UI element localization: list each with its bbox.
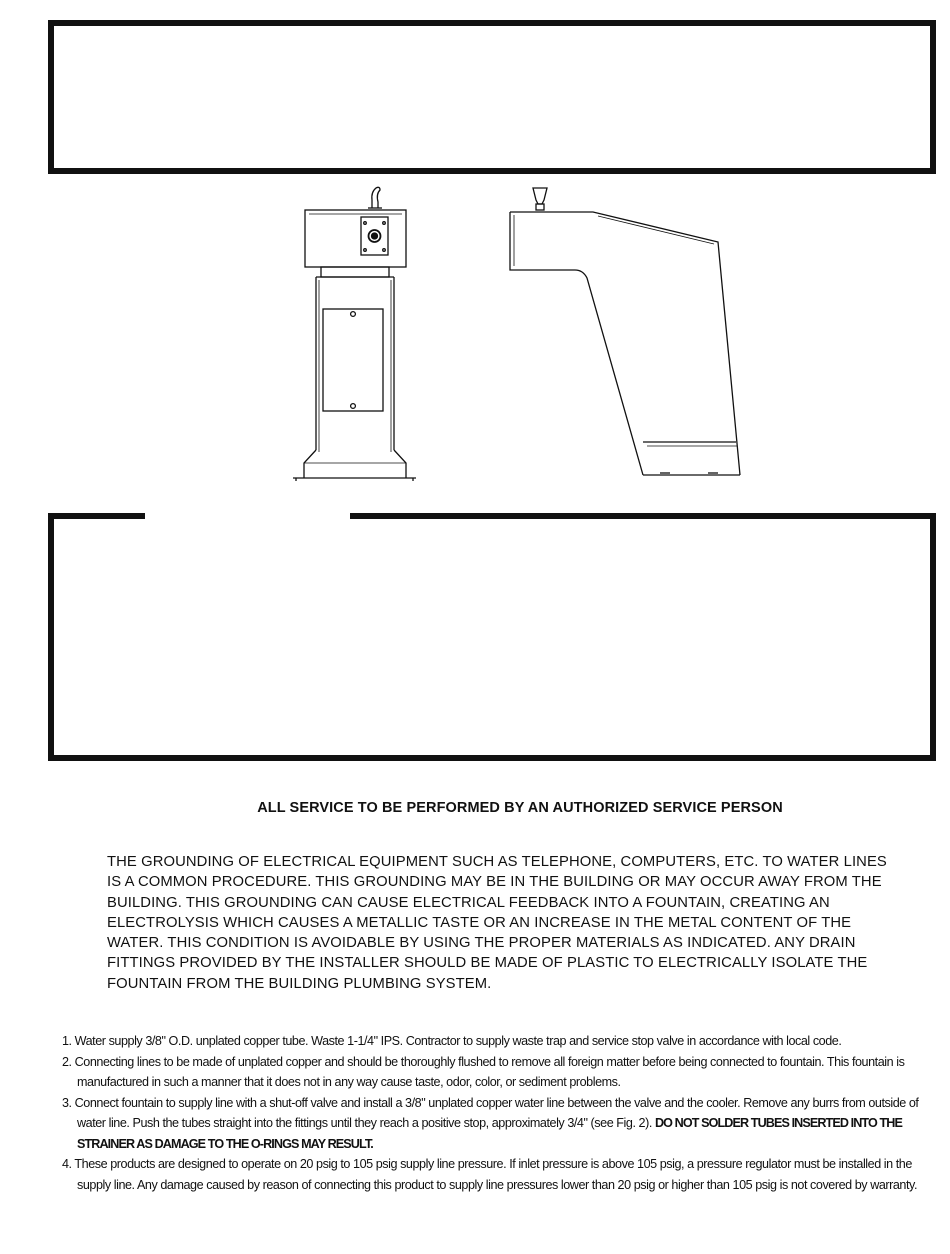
grounding-warning-paragraph: THE GROUNDING OF ELECTRICAL EQUIPMENT SUCH AS TELEPHONE, COMPUTERS, ETC. TO WATER LINES IS A COMMON PROCEDURE. THIS GROUNDING MAY BE IN THE BUILDING OR MAY OCCUR AWAY FROM THE BUILDING. THIS GROUNDING CAN CAUSE ELECTRICAL FEEDBACK INTO A FOUNTAIN, CREATING AN ELECTROLYSIS WHICH CAUSES A METALLIC TASTE OR AN INCREASE IN THE METAL CONTENT OF THE WATER. THIS CONDITION IS AVOIDABLE BY USING THE PROPER MATERIALS AS INDICATED. ANY DRAIN FITTINGS PROVIDED BY THE INSTALLER SHOULD BE MADE OF PLASTIC TO ELECTRICALLY ISOLATE THE FOUNTAIN FROM THE BUILDING PLUMBING SYSTEM. xyxy=(107,854,887,992)
fountain-front-view-drawing xyxy=(288,180,418,482)
service-notice-heading: ALL SERVICE TO BE PERFORMED BY AN AUTHORIZED SERVICE PERSON xyxy=(257,800,783,816)
note-text: 1. Water supply 3/8" O.D. unplated copper tube. Waste 1-1/4" IPS. Contractor to supply waste trap and service stop valve in accordance with local code. xyxy=(62,1034,842,1048)
bottom-info-box xyxy=(48,513,936,761)
box-title-gap xyxy=(145,510,350,522)
note-text: 3. Connect fountain to supply line with a shut-off valve and install a 3/8" unplated copper water line between the valve and the cooler. Remove any burrs from outside of water line. Push the tubes straight into the fittings until they reach a positive stop, approximately 3/4" (see Fig. 2). xyxy=(62,1095,919,1130)
note-item xyxy=(62,1031,934,1052)
solder-warning: DO NOT SOLDER TUBES INSERTED INTO THE STRAINER AS DAMAGE TO THE O-RINGS MAY RESULT. xyxy=(77,1116,902,1151)
note-item xyxy=(62,1052,934,1093)
note-item xyxy=(62,1093,934,1155)
note-item xyxy=(62,1154,934,1195)
top-info-box xyxy=(48,20,936,174)
fountain-side-view-drawing xyxy=(500,180,745,482)
note-text: 2. Connecting lines to be made of unplated copper and should be thoroughly flushed to remove all foreign matter before being connected to fountain. This fountain is manufactured in such a manner that it does not in any way cause taste, odor, color, or sediment problems. xyxy=(62,1054,905,1089)
installation-notes-list xyxy=(62,1031,934,1195)
note-text: 4. These products are designed to operate on 20 psig to 105 psig supply line pressure. If inlet pressure is above 105 psig, a pressure regulator must be installed in the supply line. Any damage caused by reason of connecting this product to supply line pressures lower than 20 psig or higher than 105 psig is not covered by warranty. xyxy=(62,1157,917,1192)
